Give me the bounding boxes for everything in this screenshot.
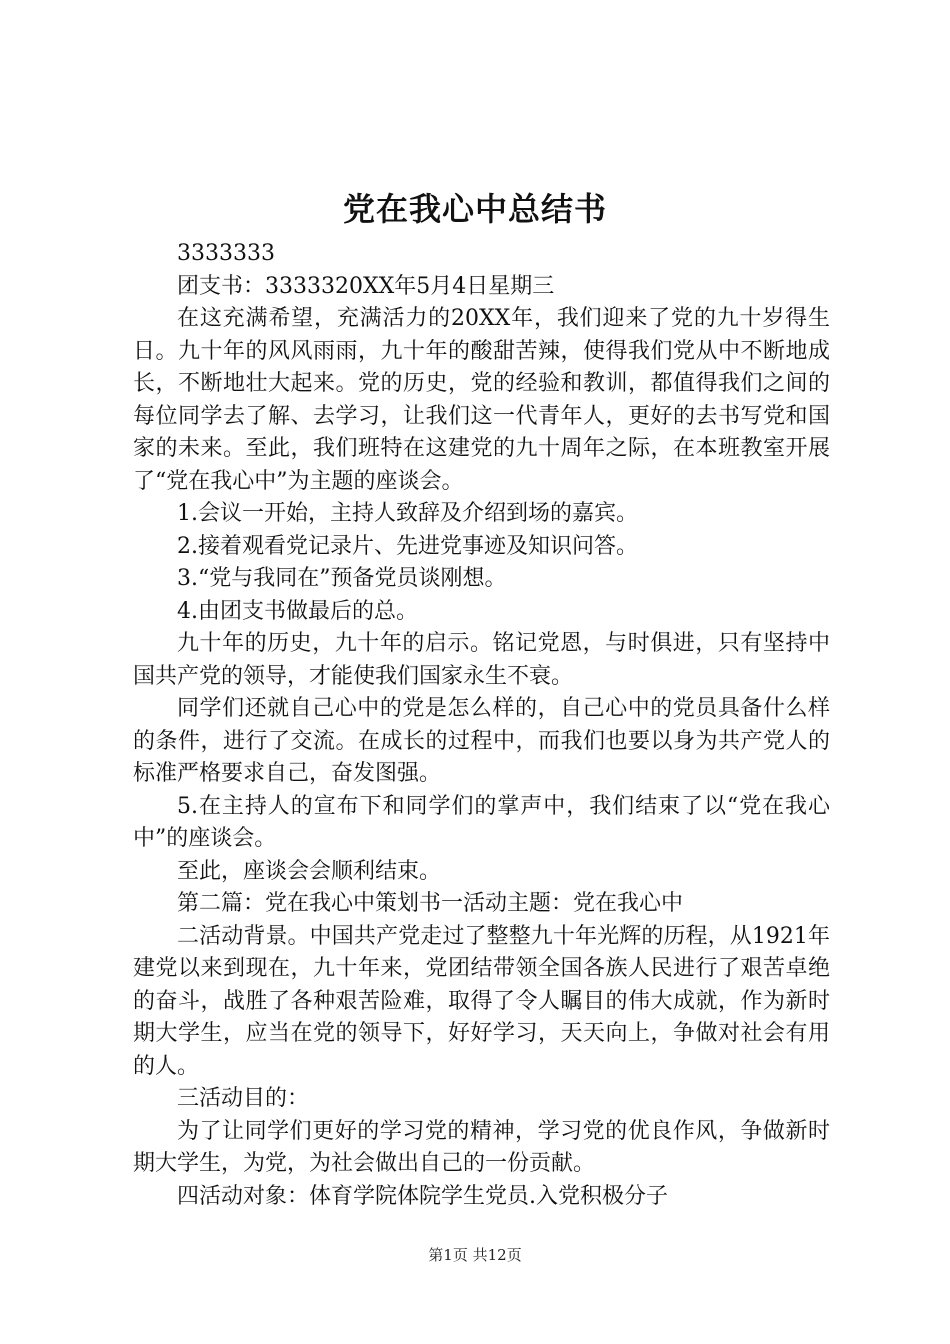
paragraph: 二活动背景。中国共产党走过了整整九十年光辉的历程，从1921年建党以来到现在，九十年来，党团结带领全国各族人民进行了艰苦卓绝的奋斗，战胜了各种艰苦险难，取得了令人瞩目的伟大成就，作为新时期大学生，应当在党的领导下，好好学习，天天向上，争做对社会有用的人。: [133, 923, 830, 1079]
paragraph: 九十年的历史，九十年的启示。铭记党恩，与时俱进，只有坚持中国共产党的领导，才能使我们国家永生不衰。: [133, 631, 830, 689]
paragraph: 团支书：3333320XX年5月4日星期三: [177, 273, 555, 299]
paragraph: 5.在主持人的宣布下和同学们的掌声中，我们结束了以“党在我心中”的座谈会。: [133, 793, 830, 851]
paragraph: 至此，座谈会会顺利结束。: [177, 858, 442, 884]
paragraph: 3333333: [177, 241, 275, 266]
paragraph: 在这充满希望，充满活力的20XX年，我们迎来了党的九十岁得生日。九十年的风风雨雨，九十年的酸甜苦辣，使得我们党从中不断地成长，不断地壮大起来。党的历史，党的经验和教训，都值得我们之间的每位同学去了解、去学习，让我们这一代青年人，更好的去书写党和国家的未来。至此，我们班特在这建党的九十周年之际，在本班教室开展了“党在我心中”为主题的座谈会。: [133, 306, 830, 494]
paragraph: 4.由团支书做最后的总。: [177, 598, 418, 624]
page-footer: 第1页 共12页: [428, 1246, 522, 1264]
paragraph: 2.接着观看党记录片、先进党事迹及知识问答。: [177, 533, 638, 559]
paragraph: 同学们还就自己心中的党是怎么样的，自己心中的党员具备什么样的条件，进行了交流。在成长的过程中，而我们也要以身为共产党人的标准严格要求自己，奋发图强。: [133, 696, 830, 786]
paragraph: 四活动对象：体育学院体院学生党员.入党积极分子: [177, 1183, 668, 1209]
paragraph: 第二篇：党在我心中策划书一活动主题：党在我心中: [177, 891, 684, 916]
document-body: [133, 238, 830, 1213]
paragraph: 1.会议一开始，主持人致辞及介绍到场的嘉宾。: [177, 501, 638, 526]
paragraph: 3.“党与我同在”预备党员谈刚想。: [177, 566, 507, 591]
document-title: 党在我心中总结书: [342, 190, 607, 228]
paragraph: 三活动目的：: [177, 1086, 310, 1111]
paragraph: 为了让同学们更好的学习党的精神，学习党的优良作风，争做新时期大学生，为党，为社会做出自己的一份贡献。: [133, 1118, 830, 1176]
